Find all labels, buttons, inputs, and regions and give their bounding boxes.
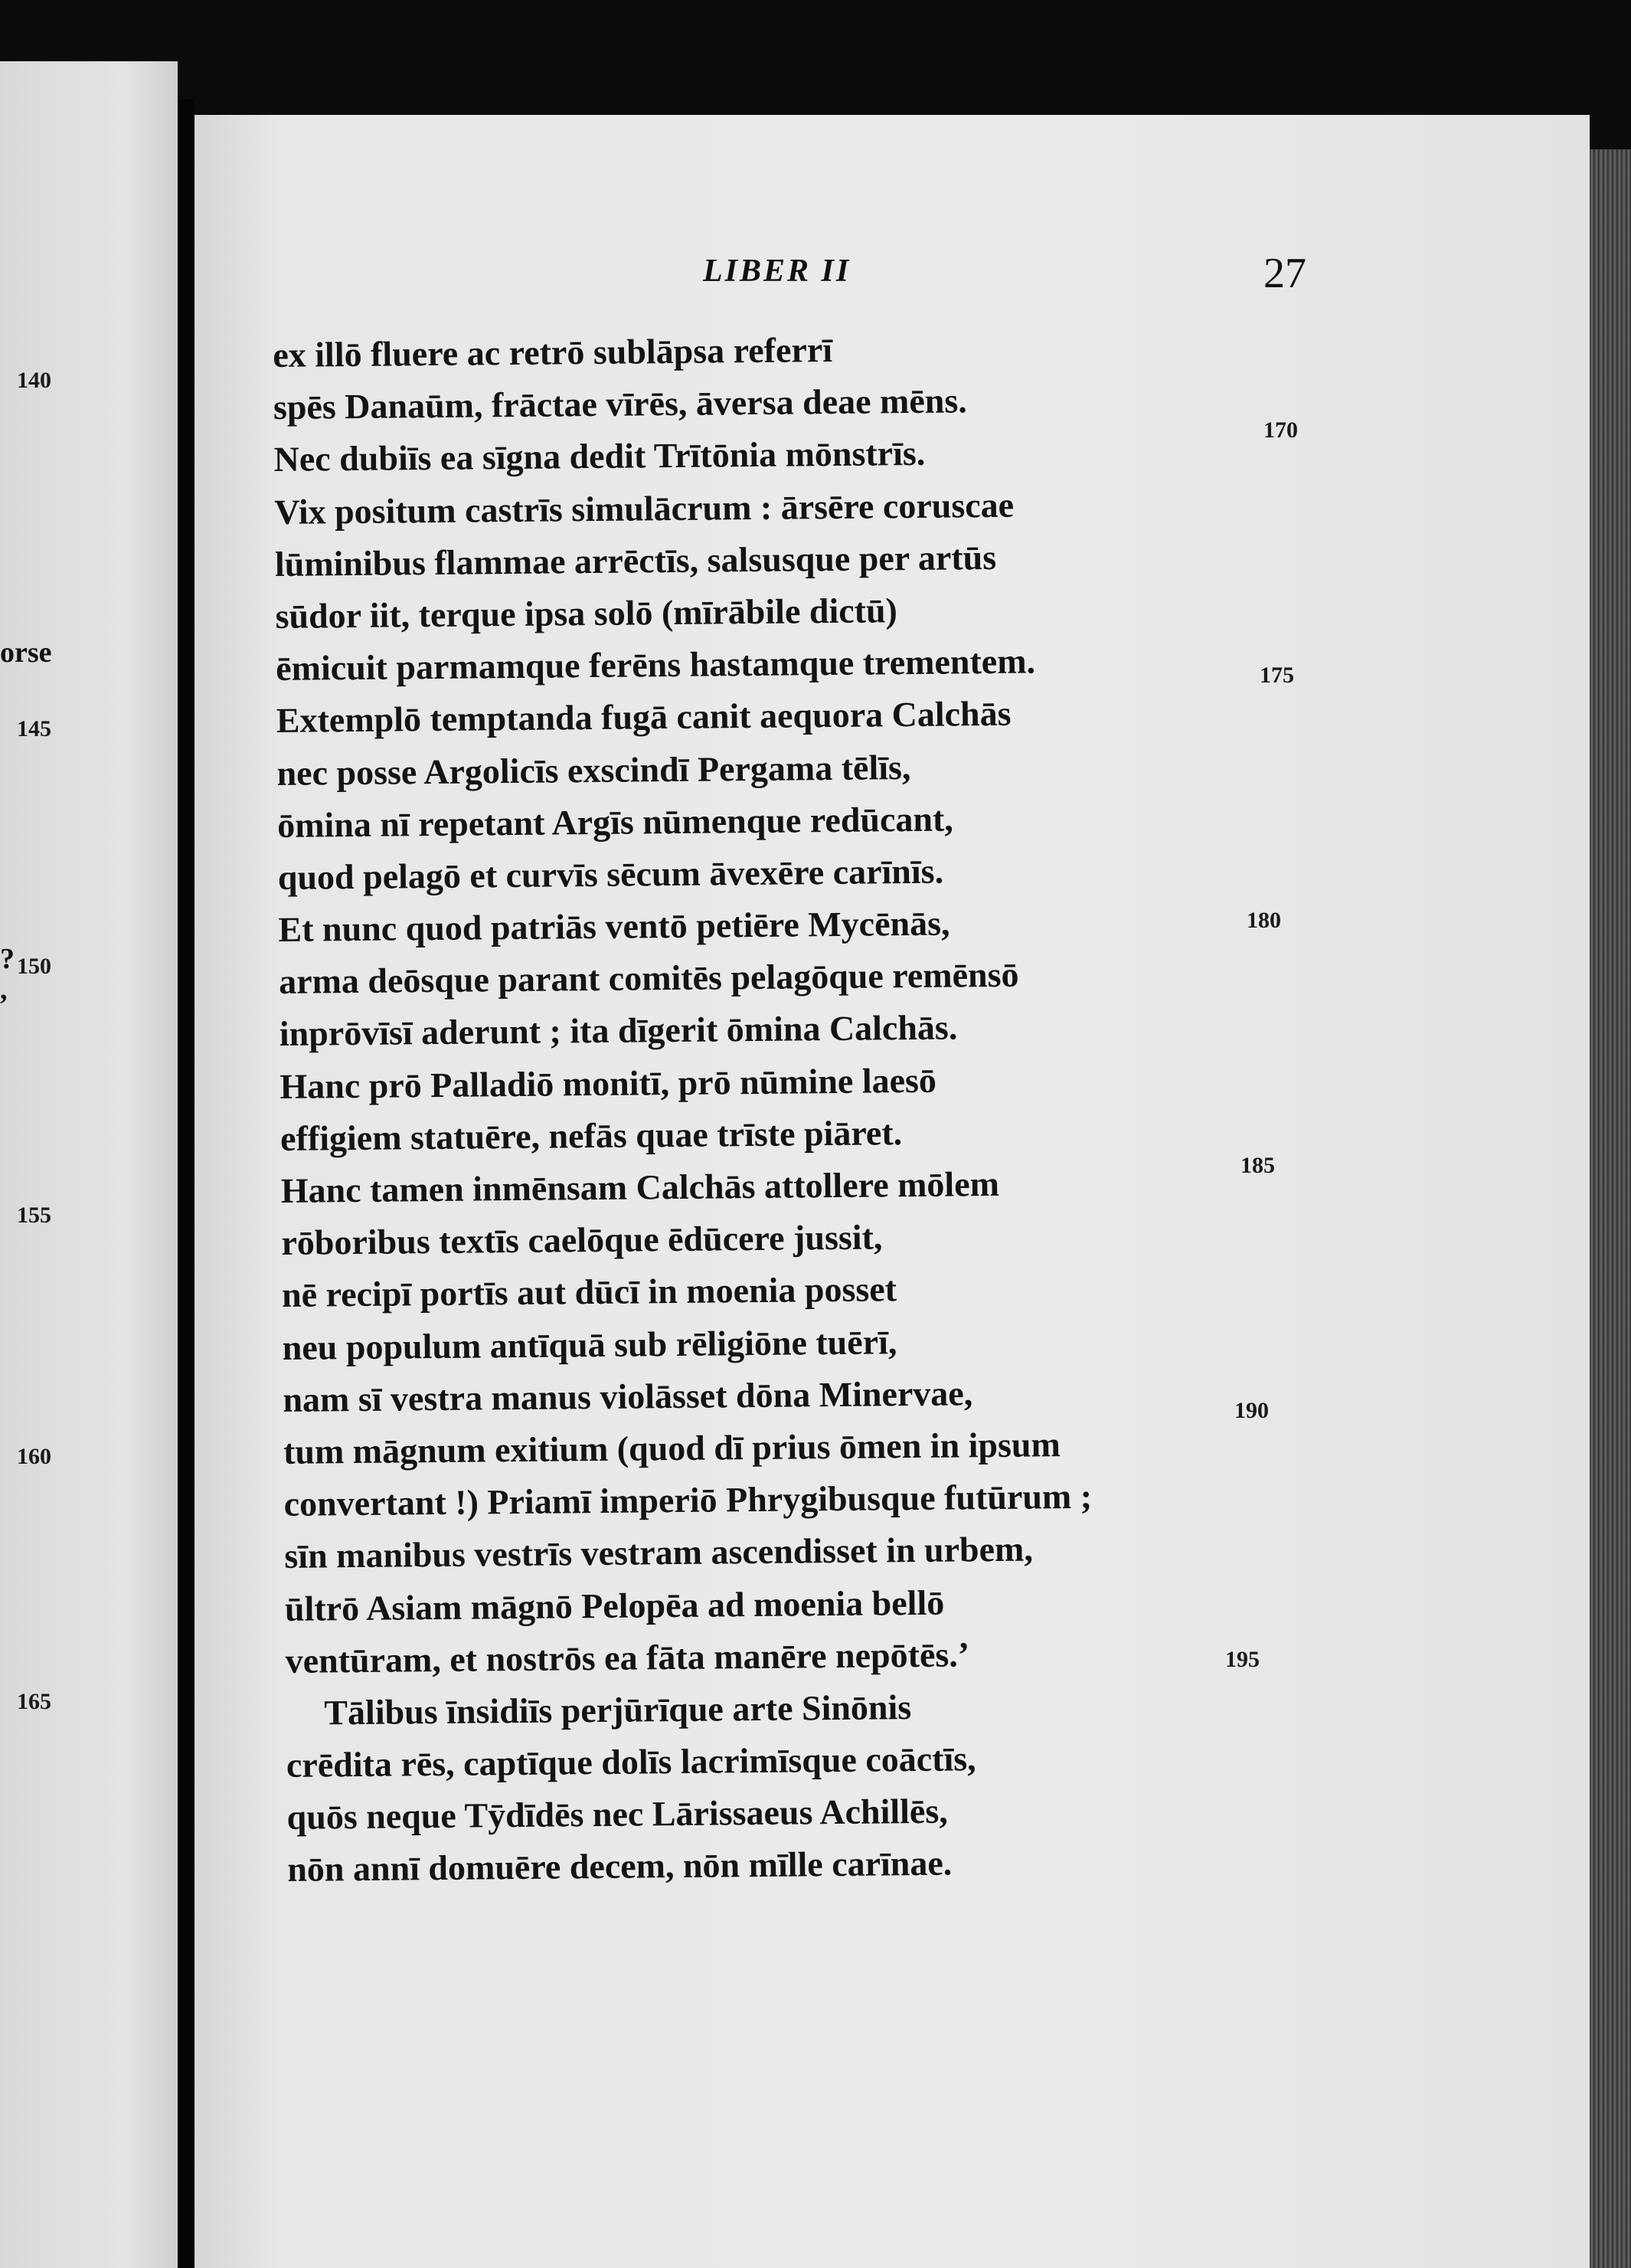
prev-page-line-number: 145 xyxy=(17,716,51,741)
verse-line: nec posse Argolicīs exscindī Pergama tēlīs, xyxy=(276,747,911,793)
verse-line: effigiem statuēre, nefās quae trīste piāret. xyxy=(279,1112,903,1158)
verse-line: inprōvīsī aderunt ; ita dīgerit ōmina Calchās. xyxy=(279,1007,958,1054)
verse-line: spēs Danaūm, frāctae vīrēs, āversa deae mēns. xyxy=(273,381,967,427)
verse-line: nōn annī domuēre decem, nōn mīlle carīnae. xyxy=(287,1844,953,1890)
verse-line: arma deōsque parant comitēs pelagōque remēnsō xyxy=(278,954,1019,1002)
verse-line: rōboribus textīs caelōque ēdūcere jussit, xyxy=(281,1217,883,1263)
prev-page-line-number: 150 xyxy=(17,954,51,979)
prev-page-text-fragment: ? xyxy=(0,943,15,975)
verse-line: convertant !) Priamī imperiō Phrygibusque futūrum ; xyxy=(283,1476,1093,1524)
page-number: 27 xyxy=(1263,250,1306,297)
running-head: LIBER II xyxy=(703,254,851,289)
verse-line: neu populum antīquā sub rēligiōne tuērī, xyxy=(282,1321,897,1367)
verse-line: quōs neque Tȳdīdēs nec Lārissaeus Achillēs, xyxy=(286,1791,948,1838)
verse-line: ūltrō Asiam māgnō Pelopēa ad moenia bellō xyxy=(284,1582,945,1628)
verse-line: Hanc tamen inmēnsam Calchās attollere mōlem xyxy=(280,1163,1000,1210)
prev-page-line-number: 165 xyxy=(17,1689,51,1714)
verse-line: nē recipī portīs aut dūcī in moenia posset xyxy=(281,1269,897,1315)
line-number: 170 xyxy=(1263,417,1298,443)
prev-page-line-number: 155 xyxy=(17,1203,51,1228)
verse-line: lūminibus flammae arrēctīs, salsusque per artūs xyxy=(274,537,997,584)
prev-page-text-fragment: , xyxy=(0,974,8,1006)
line-number: 195 xyxy=(1225,1647,1260,1672)
verse-line: Vix positum castrīs simulācrum : ārsēre coruscae xyxy=(274,485,1015,532)
verse-line: Hanc prō Palladiō monitī, prō nūmine laesō xyxy=(279,1060,937,1106)
verse-line: crēdita rēs, captīque dolīs lacrimīsque coāctīs, xyxy=(286,1739,976,1785)
verse-line: quod pelagō et curvīs sēcum āvexēre carīnīs. xyxy=(277,851,944,897)
verse-line: nam sī vestra manus violāsset dōna Minervae, xyxy=(283,1373,973,1419)
line-number: 180 xyxy=(1247,908,1281,933)
prev-page-line-number: 140 xyxy=(17,368,51,393)
verse-line: sūdor iit, terque ipsa solō (mīrābile dictū) xyxy=(275,591,898,636)
line-number: 190 xyxy=(1234,1398,1269,1423)
line-number: 175 xyxy=(1260,663,1294,688)
verse-line: Et nunc quod patriās ventō petiēre Mycēnās, xyxy=(278,903,950,950)
book-gutter xyxy=(178,100,194,2268)
verse-line: tum māgnum exitium (quod dī prius ōmen in ipsum xyxy=(283,1425,1061,1471)
verse-line: Nec dubiīs ea sīgna dedit Trītōnia mōnstrīs. xyxy=(273,434,926,479)
verse-text xyxy=(273,320,1283,1897)
verse-line: ēmicuit parmamque ferēns hastamque trementem. xyxy=(276,641,1036,689)
prev-page-line-number: 160 xyxy=(17,1444,51,1469)
verse-line: ōmina nī repetant Argīs nūmenque redūcant, xyxy=(276,799,954,845)
verse-line: Extemplō temptanda fugā canit aequora Calchās xyxy=(276,694,1012,741)
verse-line: Tālibus īnsidiīs perjūrīque arte Sinōnis xyxy=(324,1687,912,1733)
line-number: 185 xyxy=(1240,1153,1275,1178)
verse-line: sīn manibus vestrīs vestram ascendisset in urbem, xyxy=(284,1529,1034,1576)
verse-line: ventūram, et nostrōs ea fāta manēre nepōtēs.’ xyxy=(285,1635,970,1681)
previous-page xyxy=(0,61,178,2268)
prev-page-text-fragment: orse xyxy=(0,637,52,669)
page-edge xyxy=(1590,149,1631,2268)
verse-line: ex illō fluere ac retrō sublāpsa referrī xyxy=(273,329,833,375)
